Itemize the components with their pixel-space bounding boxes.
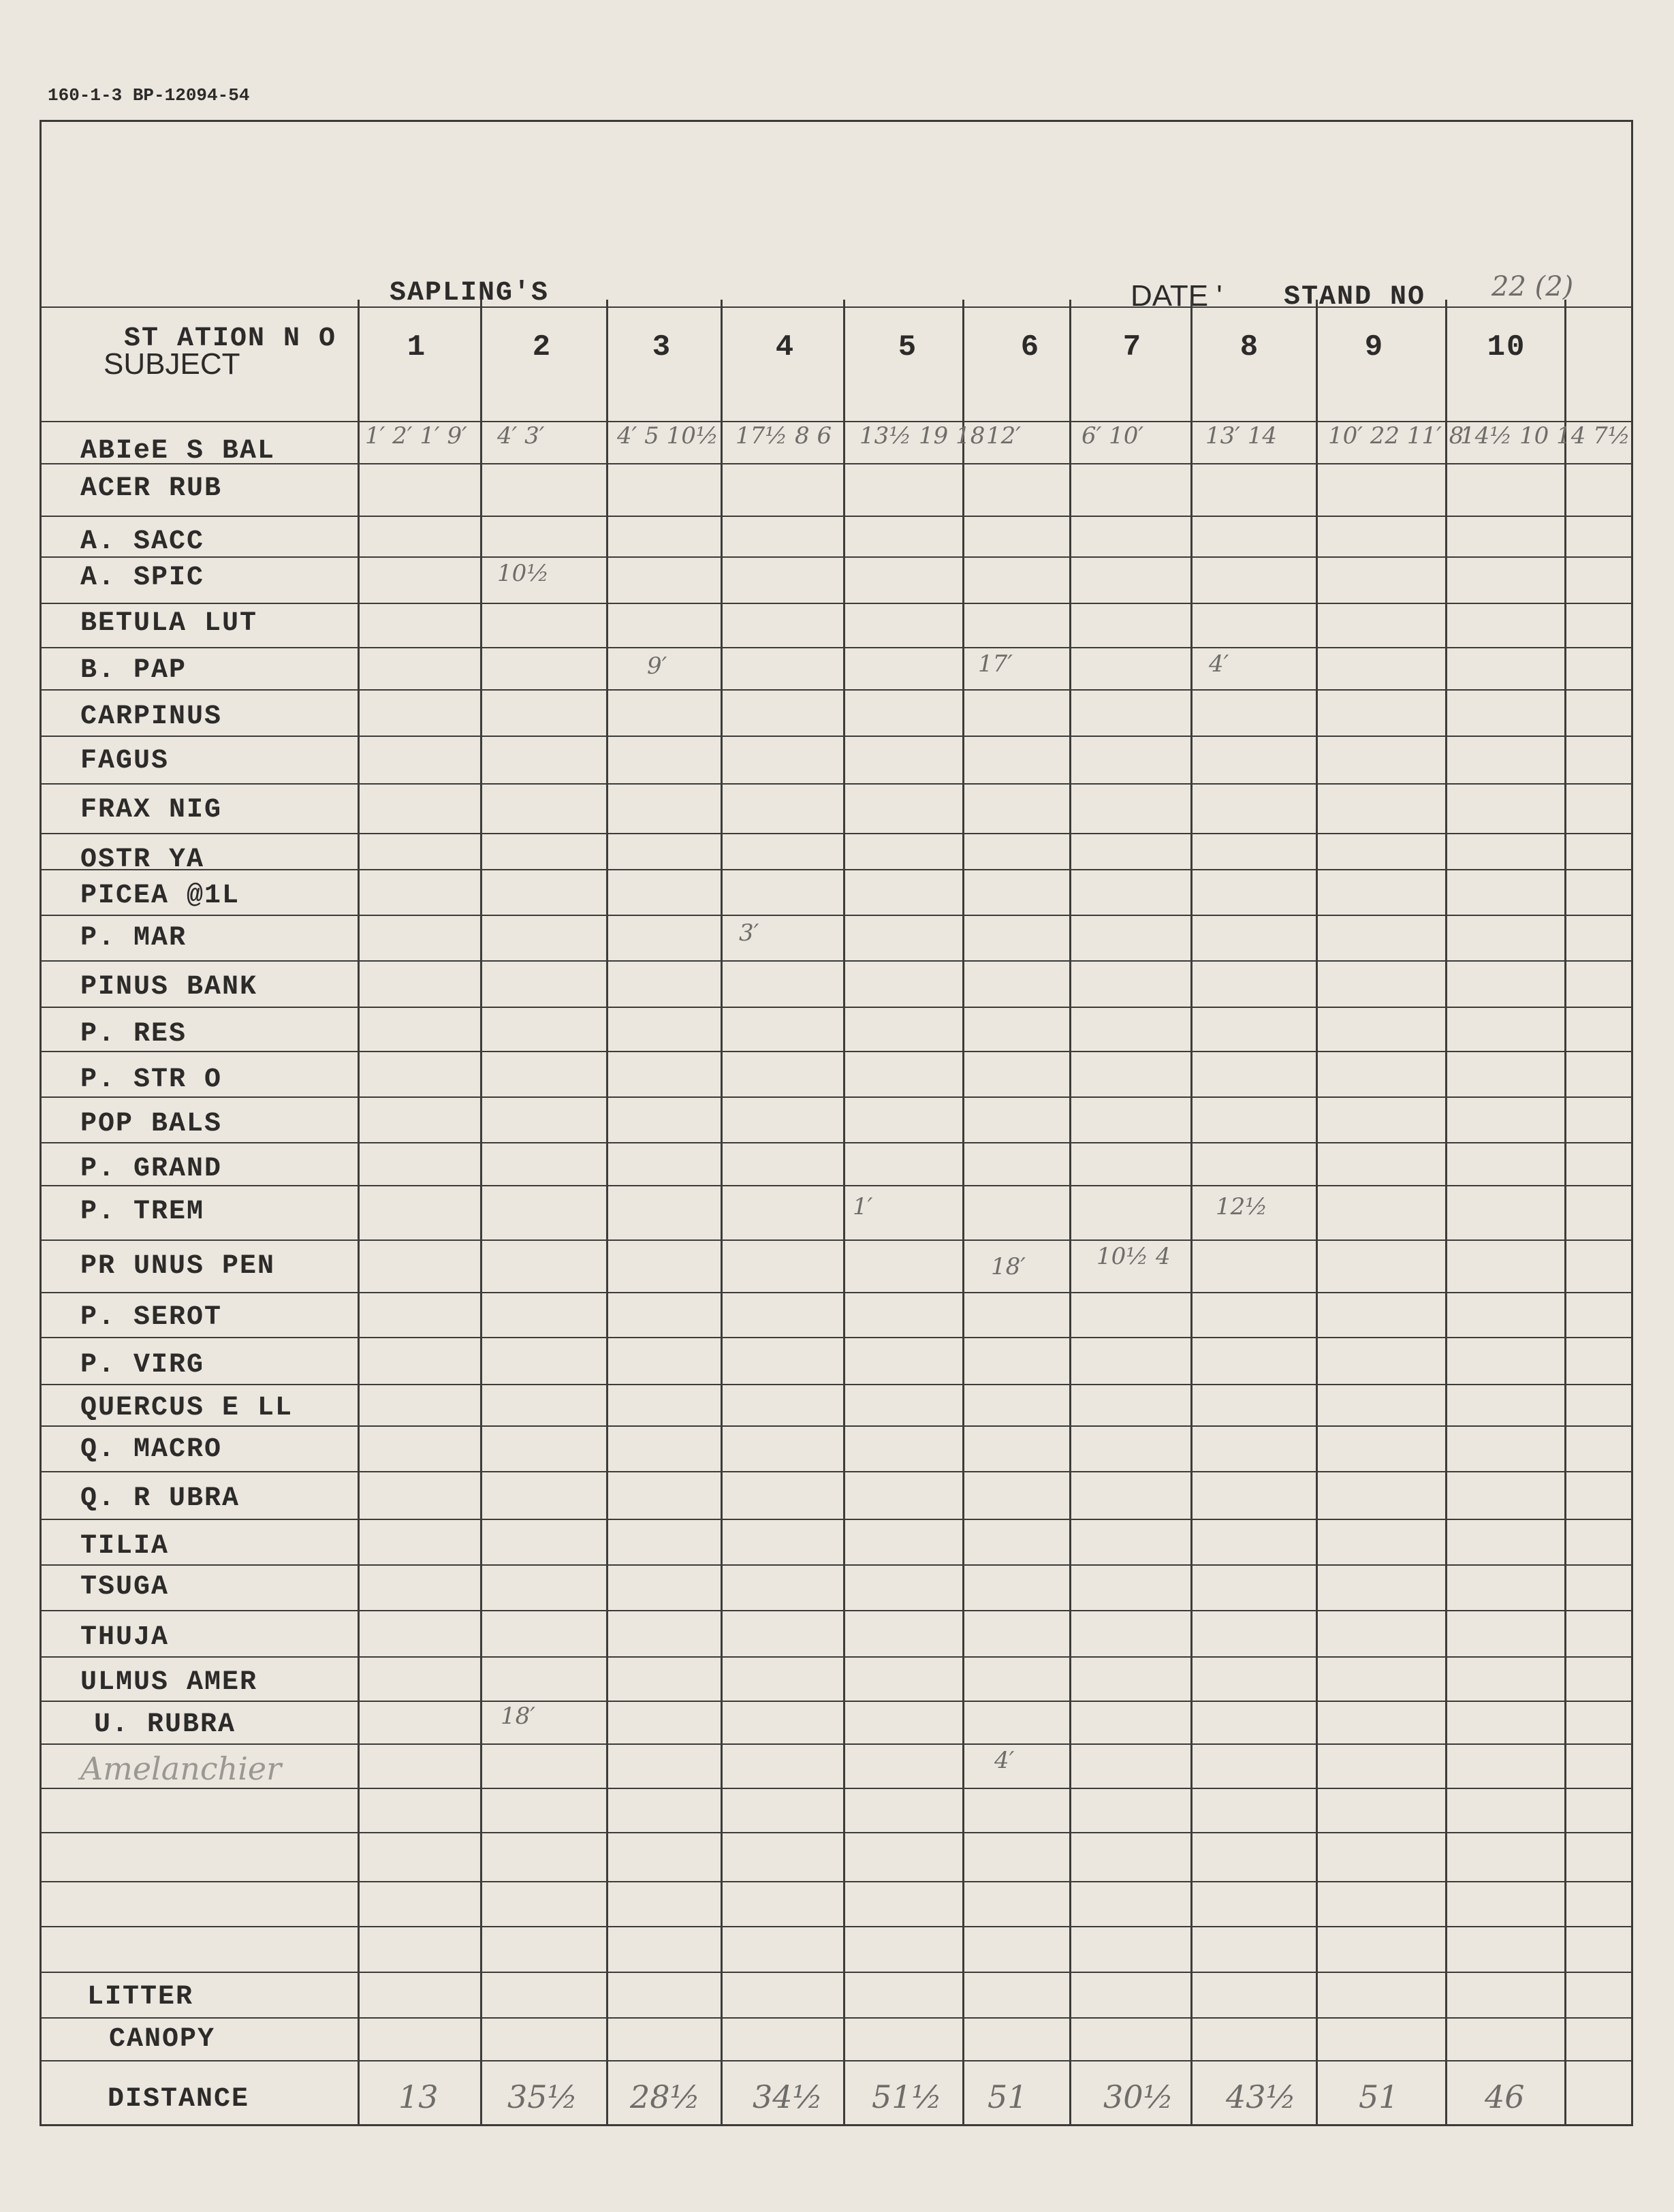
date-label: DATE ' <box>1131 279 1222 313</box>
grid-row-line <box>41 1701 1632 1702</box>
species-label: Q. R UBRA <box>80 1483 240 1514</box>
grid-column-line <box>1190 300 1193 2125</box>
grid-row-line <box>41 833 1632 834</box>
distance-value: 51 <box>1359 2079 1399 2115</box>
species-label: B. PAP <box>80 655 187 686</box>
species-label: P. STR O <box>80 1064 223 1095</box>
station-number: 2 <box>532 330 552 364</box>
grid-row-line <box>41 463 1632 464</box>
grid-column-line <box>480 300 482 2125</box>
station-number: 7 <box>1122 330 1143 364</box>
species-label: TILIA <box>80 1531 170 1562</box>
species-label: BETULA LUT <box>80 608 258 639</box>
tally-entry: 1′ <box>853 1193 873 1220</box>
tally-entry: 17½ 8 6 <box>736 422 832 449</box>
species-label: ABIeE S BAL <box>80 436 276 467</box>
station-number: 10 <box>1487 330 1526 364</box>
tally-entry: 13½ 19 18 <box>859 422 985 449</box>
grid-row-line <box>41 1656 1632 1658</box>
tally-entry: 18′ <box>991 1253 1026 1280</box>
species-label: TSUGA <box>80 1572 170 1602</box>
species-label: THUJA <box>80 1622 170 1653</box>
species-label: FAGUS <box>80 746 170 776</box>
tally-entry: 4′ 3′ <box>497 422 545 449</box>
tally-entry: 10½ 4 <box>1096 1243 1171 1270</box>
distance-value: 46 <box>1485 2079 1525 2115</box>
grid-row-line <box>41 647 1632 648</box>
grid-row-line <box>41 1564 1632 1566</box>
stand-number: 22 (2) <box>1491 271 1574 302</box>
grid-row-line <box>41 603 1632 604</box>
species-label: QUERCUS E LL <box>80 1393 294 1423</box>
species-label: P. SEROT <box>80 1302 223 1333</box>
species-label: PICEA @1L <box>80 881 240 911</box>
grid-row-line <box>41 1519 1632 1520</box>
species-label: OSTR YA <box>80 844 205 875</box>
grid-row-line <box>41 915 1632 916</box>
tally-entry: 18′ <box>501 1703 535 1730</box>
station-number: 9 <box>1364 330 1385 364</box>
tally-entry: 10½ <box>497 560 550 587</box>
grid-row-line <box>41 1788 1632 1789</box>
distance-value: 51½ <box>872 2079 943 2115</box>
distance-value: 34½ <box>753 2079 823 2115</box>
grid-row-line <box>41 1337 1632 1338</box>
distance-value: 13 <box>398 2079 439 2115</box>
form-title: SAPLING'S <box>390 278 550 309</box>
species-label: A. SACC <box>80 526 205 557</box>
grid-row-line <box>41 869 1632 870</box>
tally-entry: 14½ 10 14 7½ <box>1460 422 1630 449</box>
species-label: PR UNUS PEN <box>80 1251 276 1282</box>
species-label: ACER RUB <box>80 473 223 504</box>
canopy-label: CANOPY <box>109 2024 216 2055</box>
tally-entry: 10′ 22 11′ 8′ <box>1328 422 1470 449</box>
grid-column-line <box>1316 300 1318 2125</box>
distance-value: 43½ <box>1226 2079 1297 2115</box>
species-label: Q. MACRO <box>80 1434 223 1465</box>
tally-entry: 3′ <box>739 919 759 947</box>
grid-column-line <box>843 300 845 2125</box>
distance-value: 51 <box>988 2079 1028 2115</box>
grid-column-line <box>962 300 964 2125</box>
grid-row-line <box>41 689 1632 691</box>
grid-column-line <box>721 300 723 2125</box>
species-label: P. RES <box>80 1019 187 1049</box>
grid-row-line <box>41 1292 1632 1293</box>
station-number: 8 <box>1239 330 1260 364</box>
subject-label: SUBJECT <box>104 347 240 381</box>
grid-row-line <box>41 1007 1632 1008</box>
grid-row-line <box>41 1425 1632 1427</box>
grid-column-line <box>1069 300 1071 2125</box>
stand-label: STAND NO <box>1284 282 1426 313</box>
species-label: ULMUS AMER <box>80 1667 258 1698</box>
tally-entry: 9′ <box>647 652 667 680</box>
litter-label: LITTER <box>87 1982 194 2012</box>
grid-row-line <box>41 783 1632 785</box>
grid-row-line <box>41 736 1632 737</box>
grid-row-line <box>41 306 1632 308</box>
handwritten-species-label: Amelanchier <box>80 1750 282 1787</box>
grid-row-line <box>41 1972 1632 1973</box>
station-number: 1 <box>407 330 427 364</box>
tally-entry: 17′ <box>978 650 1013 678</box>
species-label: A. SPIC <box>80 563 205 593</box>
tally-entry: 4′ 5 10½ <box>617 422 718 449</box>
grid-row-line <box>41 1926 1632 1927</box>
grid-row-line <box>41 1471 1632 1472</box>
form-code: 160-1-3 BP-12094-54 <box>48 85 250 106</box>
station-label: ST ATION N O <box>124 323 337 354</box>
distance-value: 28½ <box>630 2079 701 2115</box>
tally-entry: 12½ <box>1216 1193 1268 1220</box>
species-label: P. TREM <box>80 1197 205 1227</box>
grid-column-line <box>1445 300 1447 2125</box>
tally-entry: 12′ <box>986 422 1021 449</box>
tally-entry: 6′ 10′ <box>1081 422 1144 449</box>
grid-row-line <box>41 1096 1632 1098</box>
grid-row-line <box>41 1239 1632 1241</box>
station-number: 5 <box>898 330 918 364</box>
tally-entry: 4′ <box>1209 650 1229 678</box>
grid-row-line <box>41 1610 1632 1611</box>
species-label: FRAX NIG <box>80 795 223 825</box>
grid-row-line <box>41 1881 1632 1882</box>
distance-value: 30½ <box>1103 2079 1174 2115</box>
grid-row-line <box>41 1743 1632 1745</box>
tally-entry: 4′ <box>994 1747 1015 1774</box>
species-label: PINUS BANK <box>80 972 258 1002</box>
species-label: CARPINUS <box>80 701 223 732</box>
grid-row-line <box>41 1384 1632 1385</box>
distance-label: DISTANCE <box>108 2084 250 2115</box>
grid-row-line <box>41 1142 1632 1143</box>
grid-row-line <box>41 960 1632 962</box>
grid-column-line <box>606 300 608 2125</box>
species-label: P. GRAND <box>80 1154 223 1184</box>
grid-row-line <box>41 1051 1632 1052</box>
grid-row-line <box>41 556 1632 558</box>
grid-row-line <box>41 1185 1632 1186</box>
species-label: POP BALS <box>80 1109 223 1139</box>
grid-row-line <box>41 2017 1632 2019</box>
species-label: P. VIRG <box>80 1350 205 1380</box>
grid-row-line <box>41 516 1632 517</box>
station-number: 3 <box>652 330 672 364</box>
distance-value: 35½ <box>507 2079 578 2115</box>
grid-column-line <box>358 300 360 2125</box>
species-label: P. MAR <box>80 923 187 953</box>
grid-row-line <box>41 1832 1632 1833</box>
tally-entry: 1′ 2′ 1′ 9′ <box>365 422 467 449</box>
species-label: U. RUBRA <box>94 1709 236 1740</box>
station-number: 4 <box>775 330 795 364</box>
tally-entry: 13′ 14 <box>1205 422 1278 449</box>
station-number: 6 <box>1020 330 1041 364</box>
grid-column-line <box>1564 300 1566 2125</box>
grid-row-line <box>41 2060 1632 2061</box>
